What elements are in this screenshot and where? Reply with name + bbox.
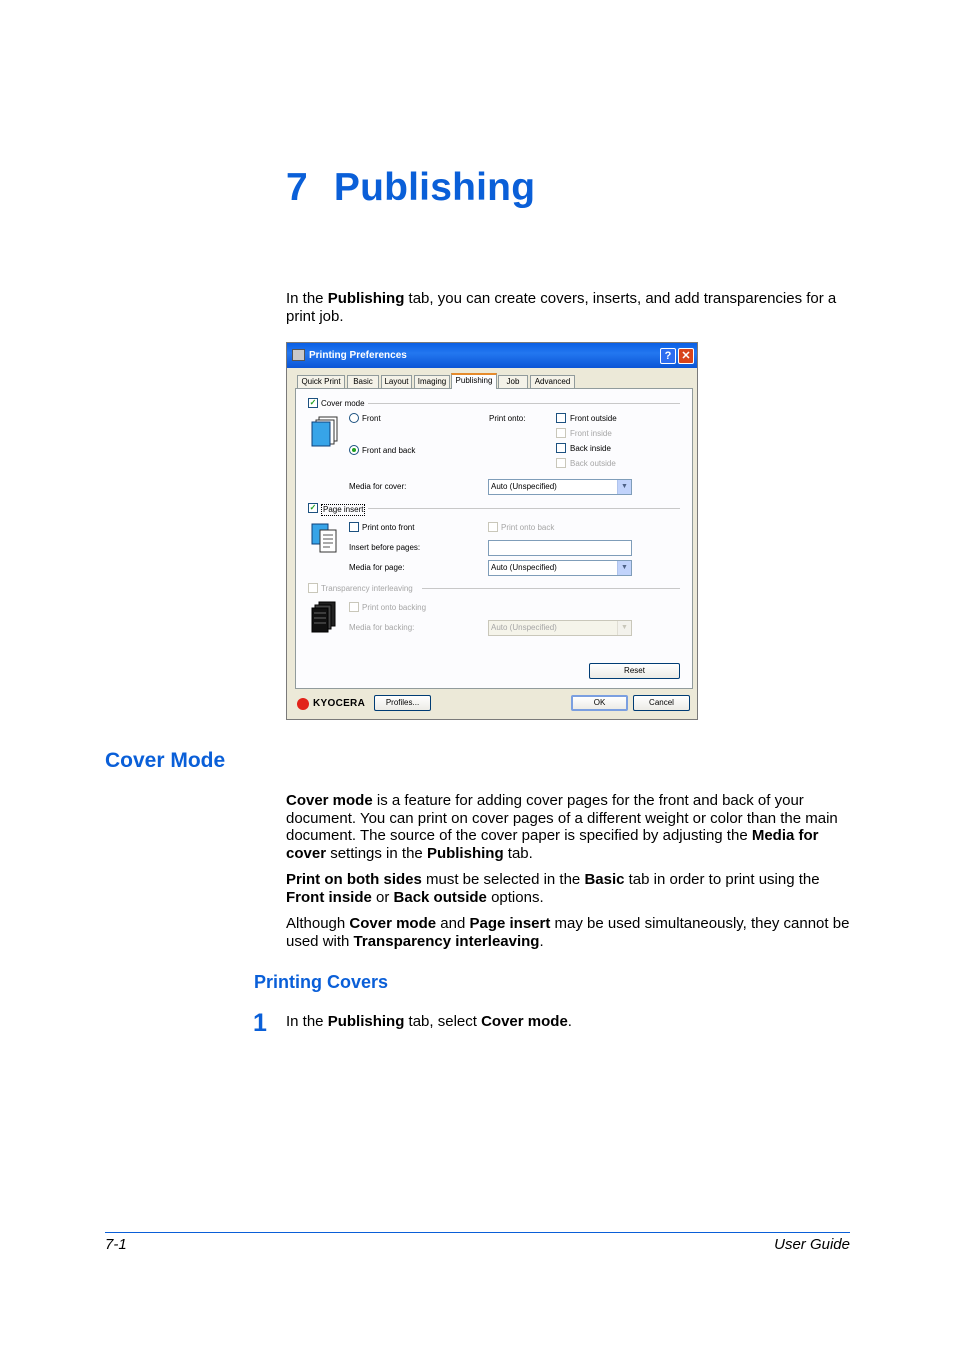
cover-mode-paragraph-3 — [286, 915, 854, 950]
p2-text-3: or — [371, 888, 394, 906]
p2-bold-4: Back outside — [393, 888, 487, 906]
dialog-title: Printing Preferences — [309, 350, 407, 361]
help-button[interactable]: ? — [660, 348, 676, 364]
insert-before-pages-label: Insert before pages: — [349, 543, 421, 552]
intro-paragraph — [286, 290, 854, 325]
media-for-backing-value: Auto (Unspecified) — [491, 623, 557, 632]
print-onto-label: Print onto: — [489, 414, 526, 423]
chevron-down-icon: ▼ — [617, 480, 631, 494]
cover-mode-label: Cover mode — [321, 399, 365, 408]
back-outside-checkbox[interactable] — [556, 458, 566, 468]
p1-text-2: settings in the — [326, 844, 427, 862]
tab-layout[interactable]: Layout — [381, 375, 412, 388]
cover-mode-heading: Cover Mode — [105, 749, 226, 772]
step-text-1: In the — [286, 1013, 328, 1030]
tab-imaging[interactable]: Imaging — [414, 375, 450, 388]
front-inside-checkbox[interactable] — [556, 428, 566, 438]
tab-quick-print[interactable]: Quick Print — [297, 375, 345, 388]
reset-button[interactable]: Reset — [589, 663, 680, 679]
tab-advanced[interactable]: Advanced — [530, 375, 575, 388]
page-insert-divider — [368, 508, 680, 509]
cover-mode-checkbox[interactable]: ✓ — [309, 398, 317, 407]
chapter-title-text: Publishing — [333, 166, 536, 209]
step-bold-1: Publishing — [327, 1013, 405, 1030]
media-for-page-label: Media for page: — [349, 563, 405, 572]
p2-bold-3: Front inside — [286, 888, 372, 906]
transparency-divider — [422, 588, 680, 589]
p1-text-3: tab. — [503, 844, 533, 862]
step-bold-2: Cover mode — [481, 1013, 568, 1030]
p2-text-1: must be selected in the — [421, 871, 585, 888]
footer-divider — [105, 1232, 850, 1233]
print-onto-back-checkbox[interactable] — [488, 522, 498, 532]
cover-mode-paragraph-2 — [286, 871, 854, 906]
p1-bold-1: Cover mode — [286, 792, 373, 809]
tab-publishing[interactable]: Publishing — [451, 373, 497, 389]
printing-covers-heading: Printing Covers — [254, 972, 389, 992]
print-onto-back-label: Print onto back — [501, 523, 555, 532]
media-for-backing-select[interactable] — [488, 620, 632, 636]
chapter-number: 7 — [286, 166, 308, 209]
close-button[interactable]: ✕ — [678, 348, 694, 364]
p3-text-1: Although — [286, 915, 350, 932]
p3-text-2: and — [436, 915, 470, 932]
media-for-page-select[interactable] — [488, 560, 632, 576]
page-insert-label: Page insert — [323, 505, 364, 514]
intro-text-1: In the — [286, 290, 328, 307]
radio-front[interactable] — [349, 413, 359, 423]
radio-front-and-back[interactable] — [349, 445, 359, 455]
p2-bold-2: Basic — [584, 871, 625, 888]
dialog-titlebar — [287, 343, 697, 368]
insert-before-pages-input[interactable] — [488, 540, 632, 556]
ok-button[interactable]: OK — [571, 695, 628, 711]
kyocera-logo: KYOCERA — [313, 698, 366, 709]
p2-bold-1: Print on both sides — [286, 871, 422, 888]
transparency-interleaving-checkbox[interactable] — [308, 583, 318, 593]
print-onto-front-label: Print onto front — [362, 523, 415, 532]
printer-icon — [292, 349, 305, 361]
print-onto-front-checkbox[interactable] — [349, 522, 359, 532]
profiles-button[interactable]: Profiles... — [374, 695, 431, 711]
tab-basic[interactable]: Basic — [347, 375, 379, 388]
page-insert-icon — [310, 522, 342, 554]
front-outside-checkbox[interactable] — [556, 413, 566, 423]
chapter-title — [286, 166, 535, 210]
p1-bold-2: Media for cover — [286, 827, 819, 862]
kyocera-logo-icon — [297, 698, 309, 710]
p3-text-4: . — [539, 932, 544, 950]
document-title: User Guide — [774, 1236, 850, 1253]
transparency-interleaving-label: Transparency interleaving — [321, 584, 413, 593]
print-onto-backing-label: Print onto backing — [362, 603, 427, 612]
radio-front-and-back-label: Front and back — [362, 446, 416, 455]
intro-bold-1: Publishing — [327, 290, 405, 307]
cover-pages-icon — [310, 416, 342, 448]
radio-front-label: Front — [362, 414, 381, 423]
back-outside-label: Back outside — [570, 459, 616, 468]
media-for-cover-value: Auto (Unspecified) — [491, 482, 557, 491]
transparency-icon — [310, 601, 342, 633]
back-inside-label: Back inside — [570, 444, 611, 453]
p3-bold-1: Cover mode — [349, 915, 437, 932]
intro-text-2: tab, you can create covers, inserts, and add transparencies for a print job. — [286, 290, 837, 325]
p1-bold-3: Publishing — [426, 844, 504, 862]
front-outside-label: Front outside — [570, 414, 617, 423]
p3-bold-2: Page insert — [469, 915, 551, 932]
cover-mode-paragraph-1 — [286, 792, 854, 862]
p3-bold-3: Transparency interleaving — [353, 932, 540, 950]
print-onto-backing-checkbox[interactable] — [349, 602, 359, 612]
cover-mode-divider — [368, 403, 680, 404]
media-for-cover-select[interactable] — [488, 479, 632, 495]
chevron-down-icon: ▼ — [617, 561, 631, 575]
cancel-button[interactable]: Cancel — [633, 695, 690, 711]
step-1-text — [286, 1013, 854, 1031]
p3-text-3: may be used simultaneously, they cannot be used with — [286, 915, 850, 950]
step-number: 1 — [253, 1009, 267, 1037]
page-number: 7-1 — [105, 1236, 127, 1253]
front-inside-label: Front inside — [570, 429, 612, 438]
p2-text-2: tab in order to print using the — [624, 871, 820, 888]
tab-job[interactable]: Job — [498, 375, 528, 388]
p2-text-4: options. — [486, 888, 544, 906]
step-text-3: . — [567, 1013, 572, 1030]
step-text-2: tab, select — [404, 1013, 482, 1030]
publishing-panel — [295, 388, 693, 689]
page-insert-checkbox[interactable]: ✓ — [309, 503, 317, 512]
printing-preferences-dialog — [286, 342, 698, 720]
chevron-down-icon: ▼ — [617, 621, 631, 635]
back-inside-checkbox[interactable] — [556, 443, 566, 453]
media-for-page-value: Auto (Unspecified) — [491, 563, 557, 572]
media-for-backing-label: Media for backing: — [349, 623, 415, 632]
media-for-cover-label: Media for cover: — [349, 482, 407, 491]
p1-text-1: is a feature for adding cover pages for the front and back of your document. You can print on cover pages of a different weight or color than the main document. The source of the cover paper is specified by adjusting the — [286, 792, 838, 844]
